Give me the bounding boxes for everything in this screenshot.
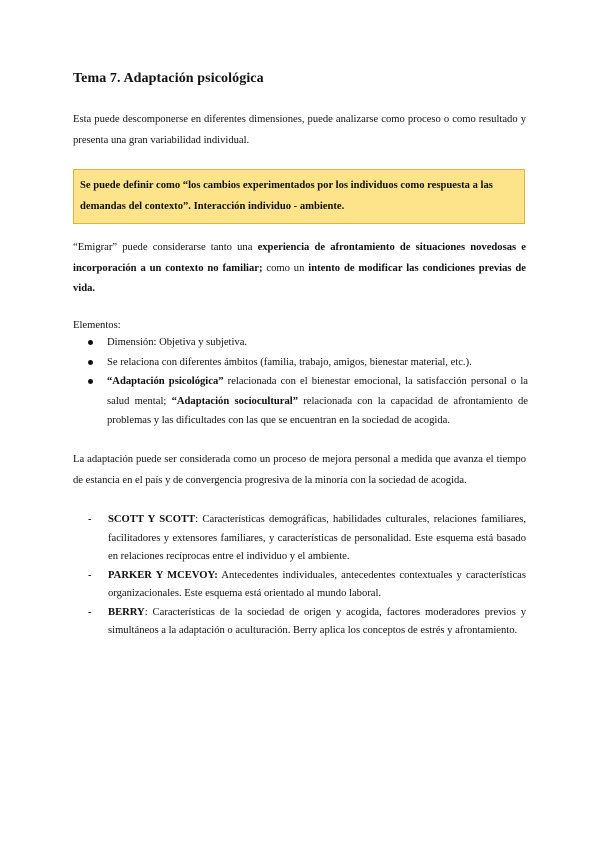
bullet-text: Dimensión: Objetiva y subjetiva. (107, 337, 248, 348)
bullet-bold-2: “Adaptación sociocultural” (171, 395, 299, 407)
emigrar-text-1: “Emigrar” puede considerarse tanto una (73, 242, 258, 253)
model-text: : Características de la sociedad de origen y acogida, factores moderadores previos y simultáneos a la adaptación o aculturación. Berry aplica los conceptos de estrés y afrontamiento. (108, 606, 526, 636)
emigrar-text-2: como un (262, 262, 309, 274)
emigrar-bold-2: intento de modificar las condiciones previas de vida. (73, 262, 526, 294)
model-text: Antecedentes individuales, antecedentes contextuales y características organizacionales. Este esquema está orientado al mundo laboral. (108, 569, 526, 599)
dash-marker: - (88, 569, 92, 581)
dash-marker: - (88, 514, 92, 525)
bullet-icon (88, 360, 93, 365)
model-name-berry: BERRY (108, 606, 145, 618)
dash-marker: - (88, 606, 92, 618)
adaptacion-paragraph: La adaptación puede ser considerada como un proceso de mejora personal a medida que avanza el tiempo de estancia en el país y de convergencia progresiva de la minoría con la sociedad de acogida. (73, 454, 526, 486)
model-text: : Características demográficas, habilidades culturales, relaciones familiares, facilitadores y extensores familiares, y características de personalidad. Este esquema está basado en relaciones recíprocas entre el individuo y el ambiente. (108, 514, 526, 562)
list-item (73, 353, 528, 373)
bullet-icon (88, 379, 93, 384)
bullet-text: relacionada con la capacidad de afrontamiento de problemas y las dificultades con las que se encuentran en la sociedad de acogida. (107, 395, 528, 426)
list-item (88, 567, 526, 604)
models-list (88, 511, 526, 641)
model-name-parker: PARKER Y MCEVOY: (108, 569, 218, 581)
bullet-text: Se relaciona con diferentes ámbitos (familia, trabajo, amigos, bienestar material, etc.). (107, 356, 472, 368)
list-item (88, 511, 526, 567)
elementos-label: Elementos: (73, 320, 121, 331)
bullet-icon (88, 340, 93, 345)
intro-paragraph: Esta puede descomponerse en diferentes dimensiones, puede analizarse como proceso o como resultado y presenta una gran variabilidad individual. (73, 114, 526, 146)
list-item (73, 372, 528, 431)
bullet-bold-1: “Adaptación psicológica” (107, 376, 224, 387)
list-item (73, 333, 528, 353)
elementos-list (73, 333, 528, 431)
list-item (88, 604, 526, 641)
definition-highlight-box: Se puede definir como “los cambios experimentados por los individuos como respuesta a las demandas del contexto”. Interacción individuo - ambiente. (73, 169, 525, 224)
emigrar-bold-1: experiencia de afrontamiento de situaciones novedosas e incorporación a un contexto no familiar; (73, 242, 526, 274)
model-name-scott: SCOTT Y SCOTT (108, 514, 196, 525)
emigrar-paragraph (73, 238, 526, 300)
bullet-text: relacionada con el bienestar emocional, la satisfacción personal o la salud mental; (107, 376, 528, 407)
page-title: Tema 7. Adaptación psicológica (73, 71, 264, 86)
